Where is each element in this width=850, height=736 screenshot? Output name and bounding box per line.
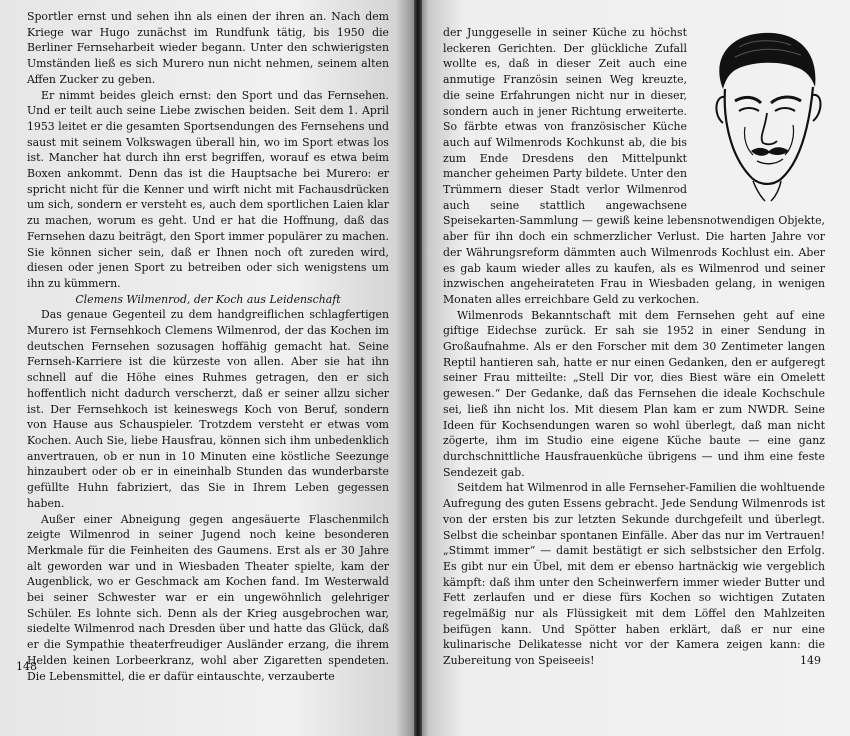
right-page-text [443, 25, 825, 669]
left-page-text [27, 9, 389, 684]
paragraph: Wilmenrods Bekanntschaft mit dem Fernsehen geht auf eine giftige Eidechse zurück. Er sah sie 1952 in einer Sendung in Großaufnahme. Als er den Forscher mit dem 30 Zentimeter langen Reptil hantieren sah, hatte er nur einen Gedanken, den er aufgeregt seiner Frau mitteilte: „Stell Dir vor, dies Biest wäre ein Omelett gewesen.“ Der Gedanke, daß das Fernsehen die ideale Kochschule sei, ließ ihn nicht los. Mit diesem Plan kam er zum NWDR. Seine Ideen für Kochsendungen waren so wohl überlegt, daß man nicht zögerte, ihm im Studio eine eigene Küche baute — eine ganz durchschnittliche Hausfrauenküche übrigens — und ihm eine feste Sendezeit gab. [443, 308, 825, 479]
paragraph: Sportler ernst und sehen ihn als einen der ihren an. Nach dem Kriege war Hugo zunächst im Rundfunk tätig, bis 1950 die Berliner Fernseharbeit wieder begann. Unter den schwierigsten Umständen ließ es sich Murero nun nicht nehmen, seinem alten Affen Zucker zu geben. [27, 10, 389, 86]
paragraph: Außer einer Abneigung gegen angesäuerte Flaschenmilch zeigte Wilmenrod in seiner Jugend noch keine besonderen Merkmale für die Feinheiten des Gaumens. Erst als er 30 Jahre alt geworden war und in Wiesbaden Theater spielte, kam der Augenblick, wo er Geschmack am Kochen fand. Im Westerwald bei seiner Schwester war er ein ungewöhnlich gelehriger Schüler. Es lohnte sich. Denn als der Krieg ausgebrochen war, siedelte Wilmenrod nach Dresden über und hatte das Glück, daß er die Sympathie theaterfreudiger Ausländer erzang, die ihrem Helden keinen Lorbeerkranz, wohl aber Zigaretten spendeten. Die Lebensmittel, die er dafür eintauschte, verzauberte [27, 512, 389, 683]
page-number-right: 149 [800, 654, 821, 667]
caricature-portrait-icon [695, 25, 833, 203]
section-heading: Clemens Wilmenrod, der Koch aus Leidenschaft [75, 292, 341, 306]
paragraph: Seitdem hat Wilmenrod in alle Fernseher-Familien die wohltuende Aufregung des guten Essens gebracht. Jede Sendung Wilmenrods ist von der ersten bis zur letzten Sekunde durchgefeilt und überlegt. Selbst die scheinbar spontanen Einfälle. Aber das nur im Vertrauen! „Stimmt immer“ — damit bestätigt er sich selbstsicher den Erfolg. Es gibt nur ein Übel, mit dem er ebenso hartnäckig wie vergeblich kämpft: daß ihm unter den Scheinwerfern immer wieder Butter und Fett zerlaufen und er diese fürs Kochen so wichtigen Zutaten regelmäßig nur als Flüssigkeit mit dem Löffel den Mahlzeiten beifügen kann. Und Spötter haben erklärt, daß er nur eine kulinarische Delikatesse nicht vor der Kamera zeigen kann: die Zubereitung von Speiseeis! [443, 481, 825, 668]
book-gutter [414, 0, 422, 736]
paragraph: der Junggeselle in seiner Küche zu höchst leckeren Gerichten. Der glückliche Zufall wollte es, daß in dieser Zeit auch eine anmutige Französin seinen Weg kreuzte, die seine Erfahrungen nicht nur in dieser, sondern auch in jener Richtung erweiterte. So färbte etwas von französischer Küche auch auf Wilmenrods Kochkunst ab, die bis zum Ende Dresdens den Mittelpunkt mancher geheimen Party bildete. Unter den Trümmern dieser Stadt verlor Wilmenrod auch seine stattlich angewachsene Speisekarten-Sammlung — gewiß keine lebensnotwendigen Objekte, aber für ihn doch ein schmerzlicher Verlust. Die harten Jahre vor der Währungsreform dämmten auch Wilmenrods Kochlust ein. Aber es gab kaum wieder alles zu kaufen, als es Wilmenrod und seiner inzwischen angeheirateten Frau in Wiesbaden gelang, in wenigen Monaten alles erreichbare Geld zu verkochen. [443, 26, 825, 306]
paragraph: Das genaue Gegenteil zu dem handgreiflichen schlagfertigen Murero ist Fernsehkoch Clemens Wilmenrod, der das Kochen im deutschen Fernsehen sozusagen hoffähig gemacht hat. Seine Fernseh-Karriere ist die kürzeste von allen. Aber sie hat ihn schnell auf die Höhe eines Ruhmes getragen, den er sich hoffentlich nicht dadurch verscherzt, daß er seiner allzu sicher ist. Der Fernsehkoch ist keineswegs Koch von Beruf, sondern von Hause aus Schauspieler. Trotzdem versteht er etwas vom Kochen. Auch Sie, liebe Hausfrau, können sich ihm unbedenklich anvertrauen, ob er nun in 10 Minuten eine köstliche Seezunge hinzaubert oder ob er in eineinhalb Stunden das wunderbarste gefüllte Huhn fabriziert, das Sie in Ihrem Leben gegessen haben. [27, 308, 389, 510]
paragraph: Er nimmt beides gleich ernst: den Sport und das Fernsehen. Und er teilt auch seine Liebe zwischen beiden. Seit dem 1. April 1953 leitet er die gesamten Sportsendungen des Fernsehens und saust mit seinem Volkswagen überall hin, wo im Sport etwas los ist. Mancher hat durch ihn erst begriffen, worauf es etwa beim Boxen ankommt. Denn das ist die Hauptsache bei Murero: er spricht nicht für die Kenner und wirft nicht mit Fachausdrücken um sich, sondern er versteht es, auch dem sportlichen Laien klar zu machen, worum es geht. Und er hat die Hoffnung, daß das Fernsehen dazu beiträgt, den Sport immer populärer zu machen. Sie können sicher sein, daß er Ihnen noch oft zureden wird, diesen oder jenen Sport zu betreiben oder sich wenigstens um ihn zu kümmern. [27, 88, 389, 290]
page-number-left: 148 [16, 660, 37, 673]
